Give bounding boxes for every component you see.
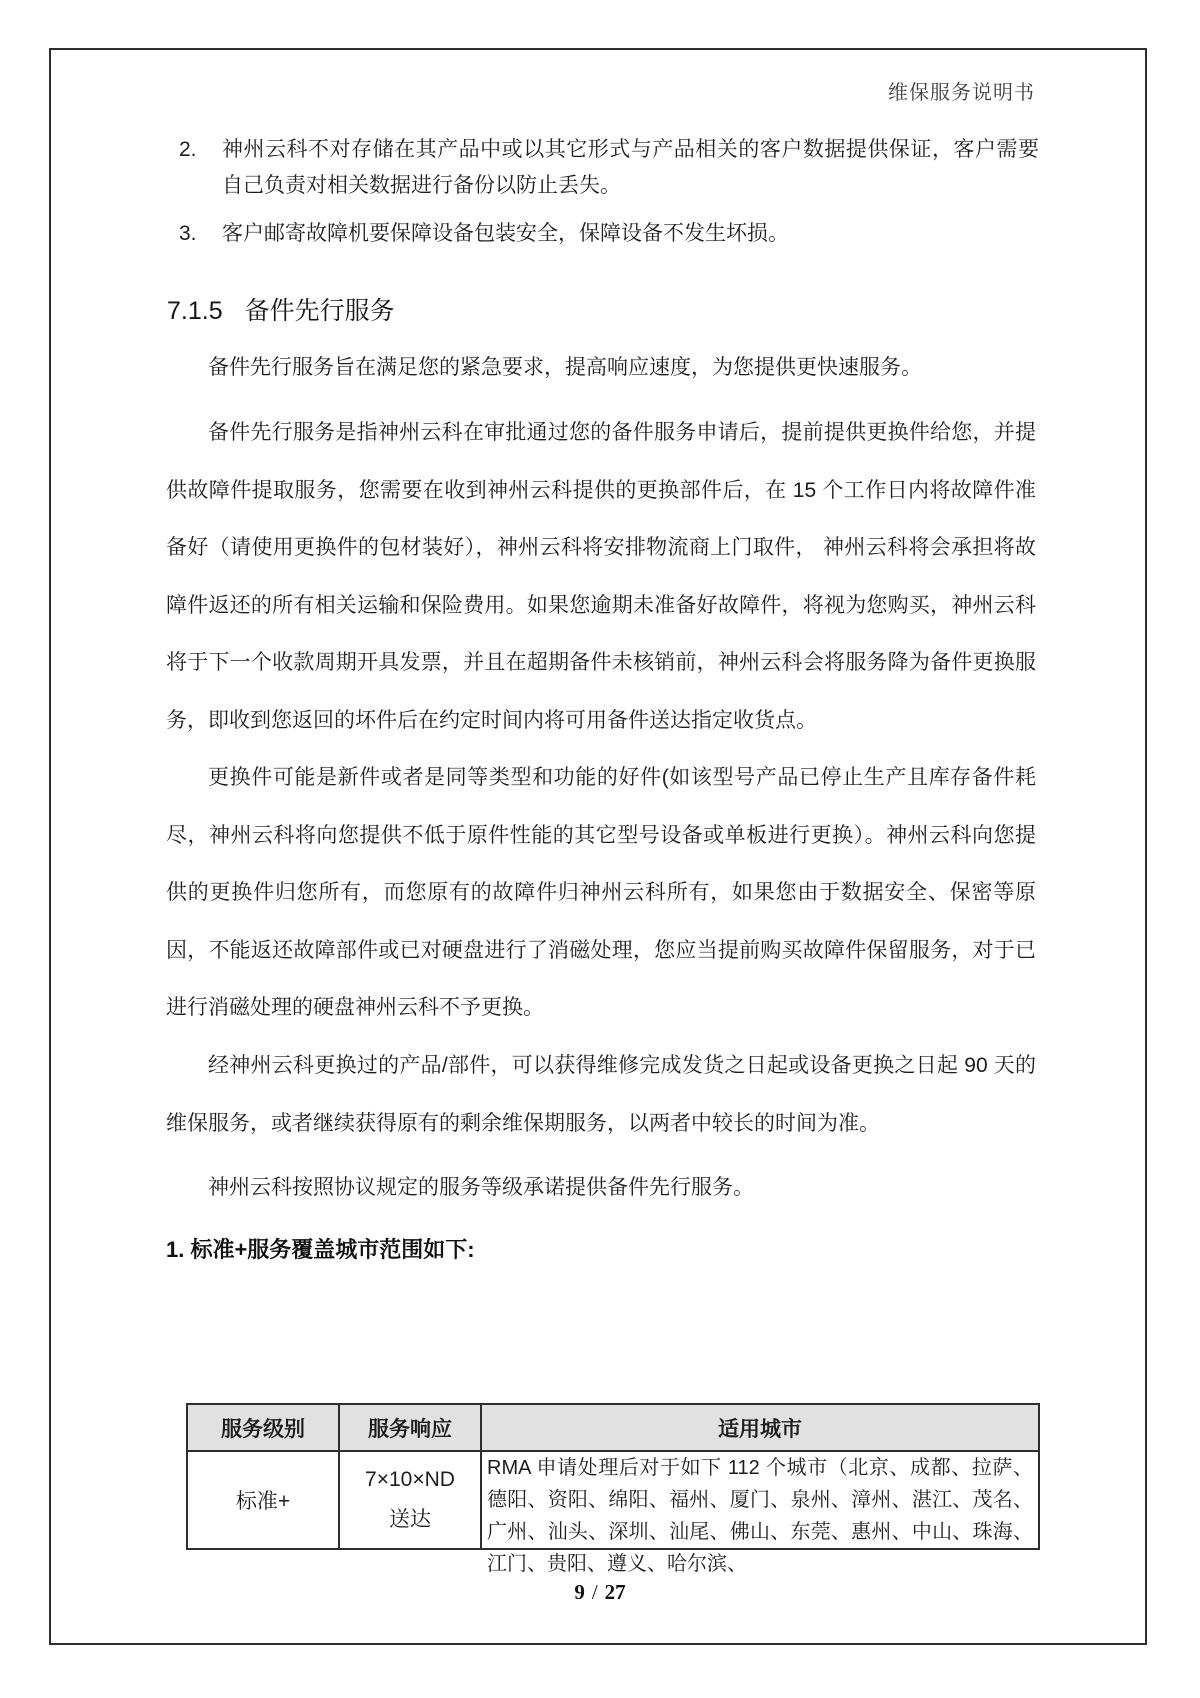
section-number: 7.1.5 — [167, 297, 223, 325]
column-header-service-level: 服务级别 — [187, 1404, 339, 1451]
page-footer — [0, 1580, 1200, 1605]
applicable-cities-text: RMA 申请处理后对于如下 112 个城市（北京、成都、拉萨、德阳、资阳、绵阳、福州、厦门、泉州、漳州、湛江、茂名、广州、汕头、深圳、汕尾、佛山、东莞、惠州、中山、珠海、江门、贵阳、遵义、哈尔滨、 — [487, 1457, 1033, 1575]
section-title: 备件先行服务 — [244, 297, 395, 325]
list-item-text: 神州云科不对存储在其产品中或以其它形式与产品相关的客户数据提供保证，客户需要自己负责对相关数据进行备份以防止丢失。 — [222, 138, 1039, 197]
document-header-title: 维保服务说明书 — [888, 82, 1035, 104]
total-pages: 27 — [604, 1580, 626, 1604]
paragraph: 更换件可能是新件或者是同等类型和功能的好件(如该型号产品已停止生产且库存备件耗尽，神州云科将向您提供不低于原件性能的其它型号设备或单板进行更换）。神州云科向您提供的更换件归您所有，而您原有的故障件归神州云科所有，如果您由于数据安全、保密等原因，不能返还故障部件或已对硬盘进行了消磁处理，您应当提前购买故障件保留服务，对于已进行消磁处理的硬盘神州云科不予更换。 — [166, 766, 1036, 1019]
cell-applicable-cities — [481, 1451, 1039, 1575]
list-item — [179, 216, 1039, 252]
list-item — [179, 132, 1039, 204]
column-header-service-response: 服务响应 — [339, 1404, 481, 1451]
paragraph: 神州云科按照协议规定的服务等级承诺提供备件先行服务。 — [208, 1176, 754, 1199]
list-item-number: 2. — [179, 138, 197, 161]
page-number-separator: / — [591, 1580, 598, 1604]
table-header-row — [187, 1404, 1039, 1451]
service-coverage-table — [186, 1403, 1040, 1575]
section-heading — [167, 291, 395, 327]
column-header-applicable-cities: 适用城市 — [481, 1404, 1039, 1451]
cell-service-level: 标准+ — [187, 1451, 339, 1549]
numbered-list — [179, 132, 1039, 264]
cell-service-response — [339, 1451, 481, 1549]
page-number: 9 — [574, 1580, 585, 1604]
table-row — [187, 1451, 1039, 1549]
subsection-title: 1. 标准+服务覆盖城市范围如下: — [166, 1237, 475, 1262]
service-response-line: 7×10×ND — [365, 1468, 455, 1491]
paragraph: 备件先行服务旨在满足您的紧急要求，提高响应速度，为您提供更快速服务。 — [208, 356, 922, 379]
paragraph: 经神州云科更换过的产品/部件，可以获得维修完成发货之日起或设备更换之日起 90 天的维保服务，或者继续获得原有的剩余维保期服务，以两者中较长的时间为准。 — [166, 1054, 1036, 1135]
list-item-text: 客户邮寄故障机要保障设备包装安全，保障设备不发生坏损。 — [222, 222, 789, 245]
paragraph: 备件先行服务是指神州云科在审批通过您的备件服务申请后，提前提供更换件给您，并提供故障件提取服务，您需要在收到神州云科提供的更换部件后，在 15 个工作日内将故障件准备好（请使用更换件的包材装好），神州云科将安排物流商上门取件， 神州云科将会承担将故障件返还的所有相关运输和保险费用。如果您逾期未准备好故障件，将视为您购买，神州云科将于下一个收款周期开具发票，并且在超期备件未核销前，神州云科会将服务降为备件更换服务，即收到您返回的坏件后在约定时间内将可用备件送达指定收货点。 — [166, 421, 1036, 732]
list-item-number: 3. — [179, 222, 197, 245]
service-response-line: 送达 — [389, 1508, 431, 1531]
